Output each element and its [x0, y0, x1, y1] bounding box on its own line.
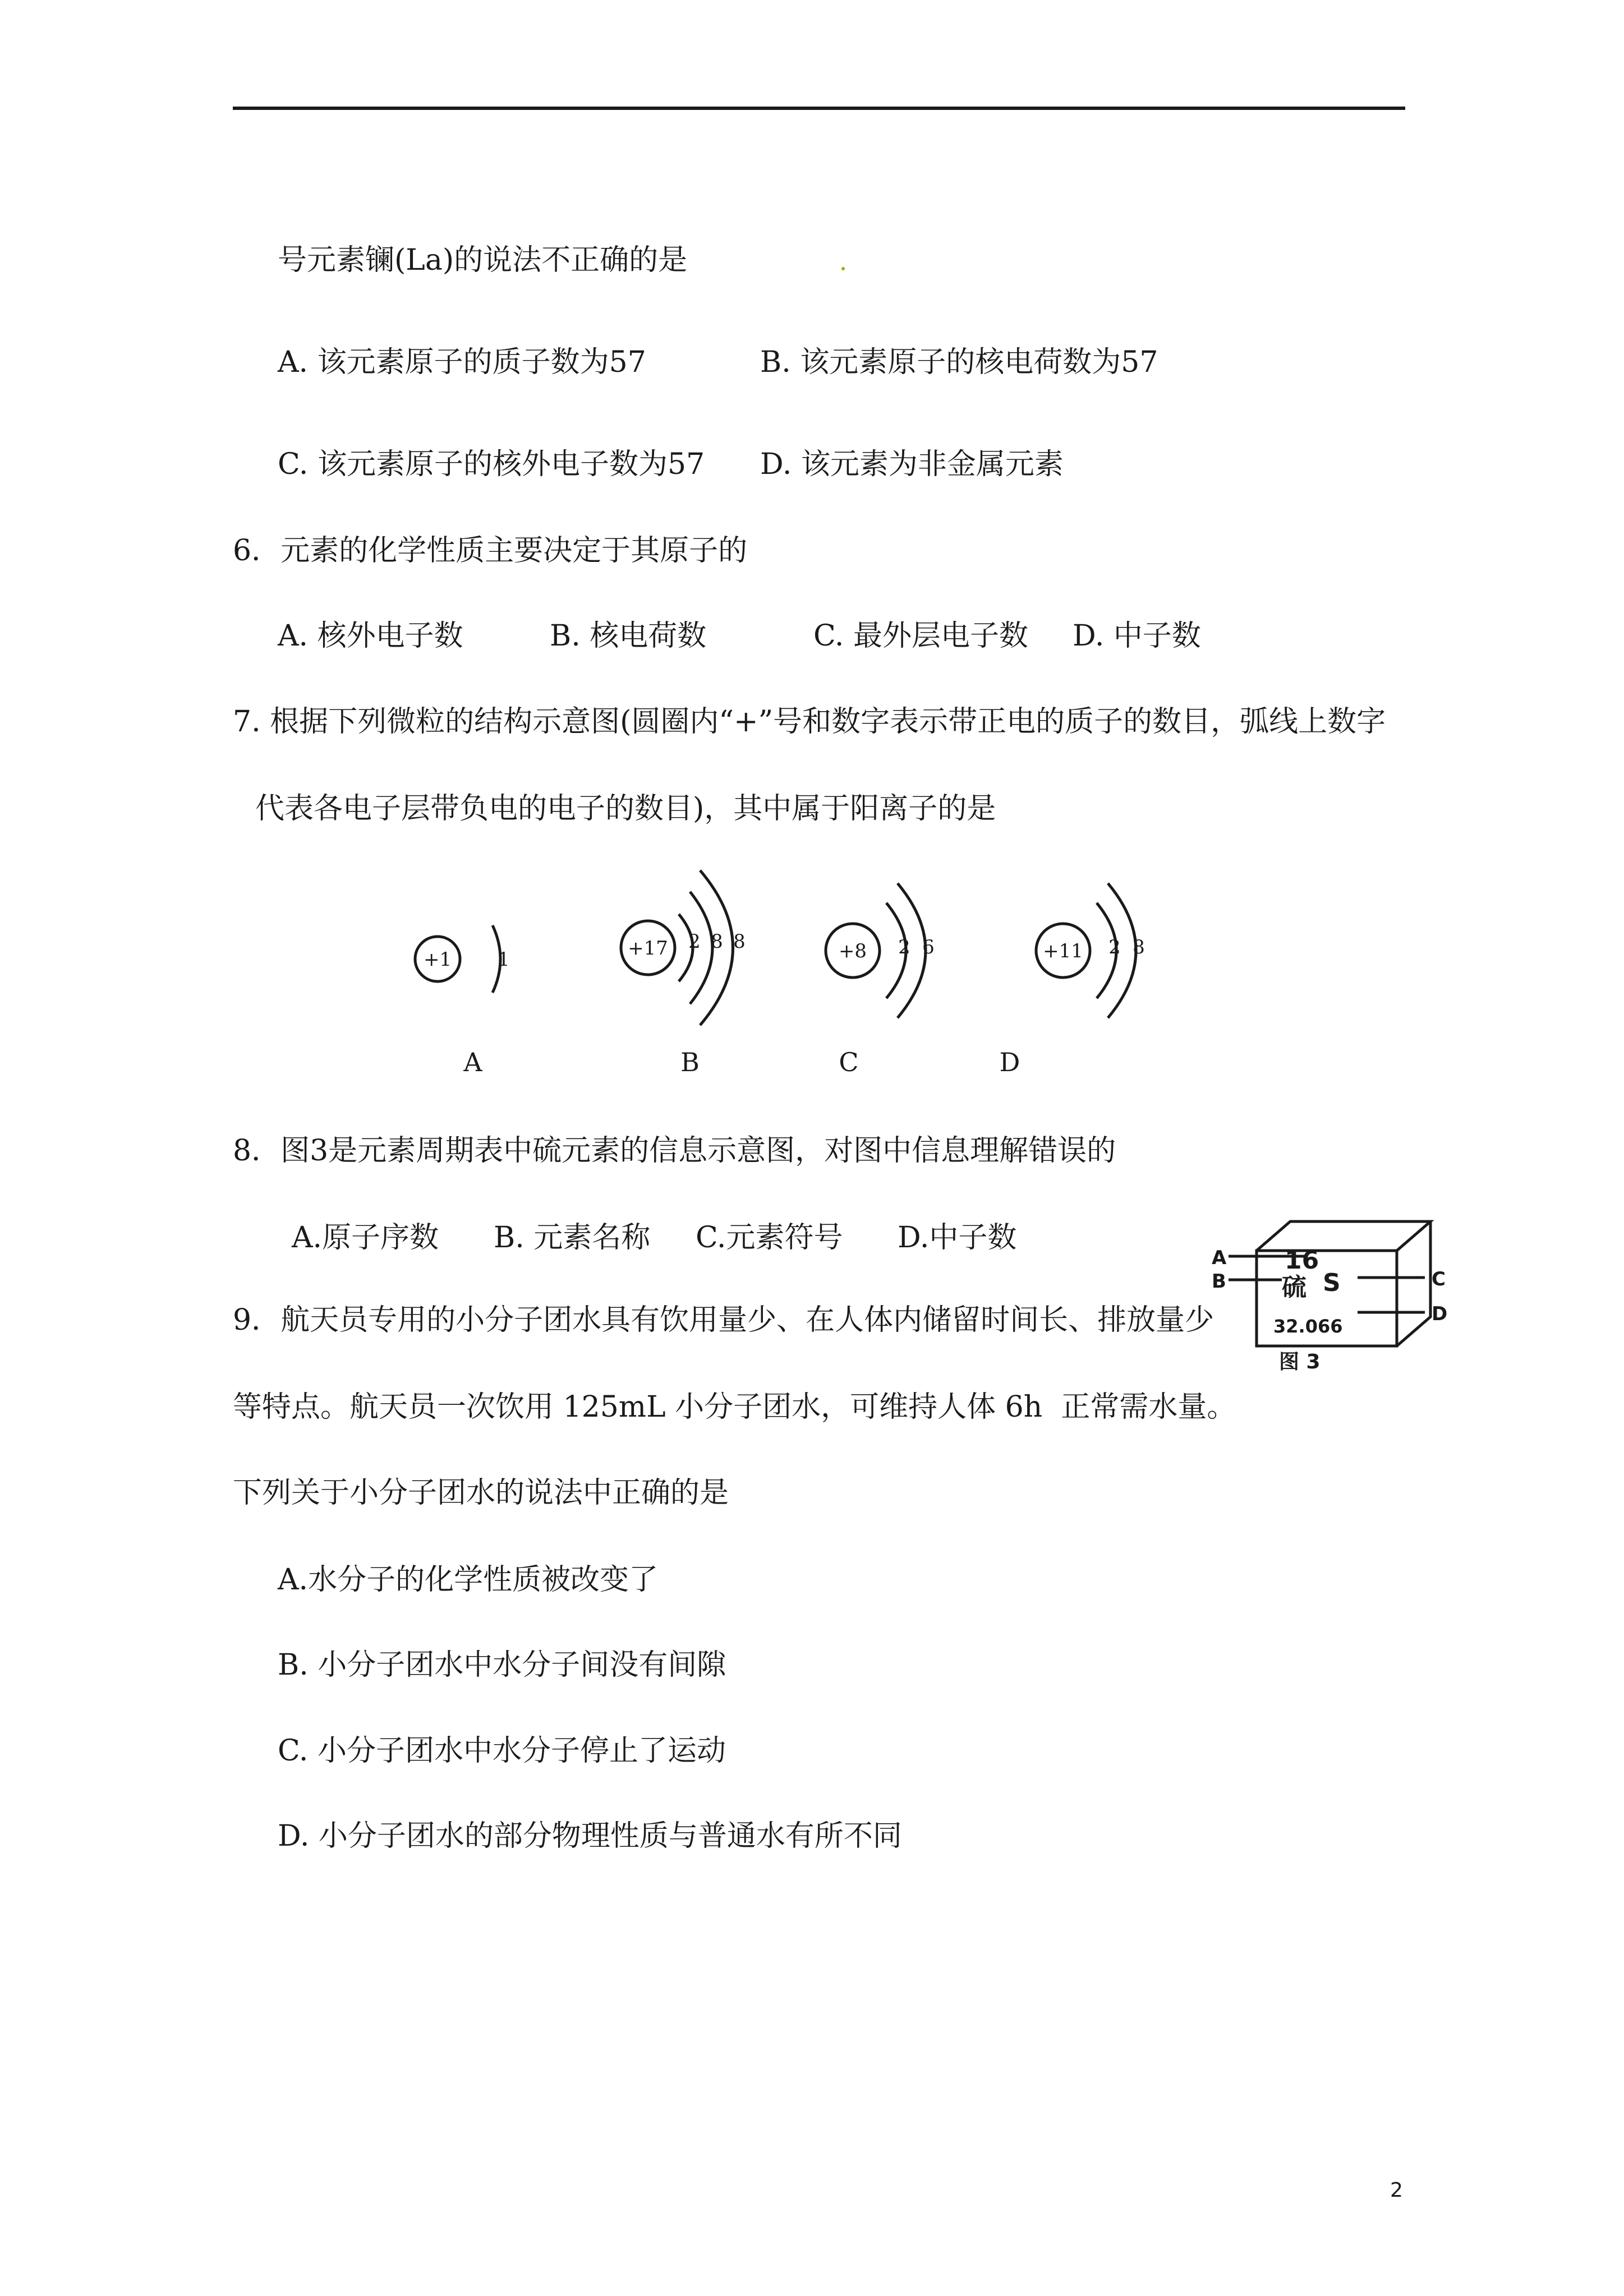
q5-option-c: C. 该元素原子的核外电子数为57 — [278, 448, 705, 481]
q8-option-a: A.原子序数 — [292, 1221, 439, 1255]
q9-stem-line3: 下列关于小分子团水的说法中正确的是 — [233, 1476, 729, 1510]
diagram-label-d: D — [999, 1047, 1020, 1077]
q6-option-a: A. 核外电子数 — [278, 619, 463, 653]
shell-count-b-3: 8 — [733, 930, 746, 953]
shell-count-c-2: 6 — [922, 936, 935, 958]
q6-stem: 6．元素的化学性质主要决定于其原子的 — [233, 534, 748, 568]
q9-stem-line2: 等特点。航天员一次饮用 125mL 小分子团水，可维持人体 6h 正常需水量。 — [233, 1390, 1236, 1424]
q9-option-a: A.水分子的化学性质被改变了 — [278, 1563, 659, 1597]
q5-stem-tail: 号元素镧(La)的说法不正确的是 — [278, 243, 688, 277]
diagram-label-a: A — [463, 1047, 482, 1077]
q6-option-d: D. 中子数 — [1073, 619, 1201, 653]
atomic-structure-diagrams — [393, 864, 1206, 1099]
q6-option-b: B. 核电荷数 — [550, 619, 707, 653]
diagram-label-c: C — [839, 1047, 859, 1077]
card-side-face — [1397, 1221, 1430, 1346]
shell-count-b-2: 8 — [711, 930, 723, 953]
shell-count-b-1: 2 — [688, 930, 701, 953]
nucleus-label-a: +1 — [423, 948, 452, 971]
pointer-label-b: B — [1212, 1270, 1226, 1293]
q8-option-d: D.中子数 — [898, 1221, 1017, 1255]
q9-stem-line1: 9．航天员专用的小分子团水具有饮用量少、在人体内储留时间长、排放量少 — [233, 1303, 1214, 1337]
card-top-face — [1257, 1221, 1430, 1251]
q5-option-d: D. 该元素为非金属元素 — [760, 448, 1064, 481]
nucleus-label-b: +17 — [628, 937, 668, 960]
card-atomic-number: 16 — [1285, 1246, 1319, 1275]
nucleus-label-c: +8 — [838, 940, 867, 962]
q5-option-a: A. 该元素原子的质子数为57 — [278, 345, 646, 379]
q8-option-c: C.元素符号 — [696, 1221, 843, 1255]
pointer-label-a: A — [1212, 1247, 1227, 1269]
header-rule — [233, 107, 1405, 110]
q9-option-c: C. 小分子团水中水分子停止了运动 — [278, 1734, 726, 1768]
figure-caption: 图 3 — [1279, 1350, 1321, 1373]
shell-count-c-1: 2 — [898, 936, 910, 958]
sulfur-element-card-figure — [1212, 1217, 1475, 1374]
q9-option-d: D. 小分子团水的部分物理性质与普通水有所不同 — [278, 1819, 902, 1853]
card-element-symbol: S — [1323, 1269, 1341, 1297]
shell-count-d-1: 2 — [1108, 936, 1121, 958]
nucleus-label-d: +11 — [1043, 940, 1083, 962]
shell-count-d-2: 8 — [1133, 936, 1145, 958]
stray-dot — [841, 267, 845, 270]
q8-option-b: B. 元素名称 — [494, 1221, 651, 1255]
card-atomic-mass: 32.066 — [1273, 1316, 1343, 1337]
q5-option-b: B. 该元素原子的核电荷数为57 — [760, 345, 1158, 379]
shell-count-a-1: 1 — [498, 948, 510, 971]
q7-stem-line1: 7. 根据下列微粒的结构示意图(圆圈内“+”号和数字表示带正电的质子的数目，弧线上数字 — [233, 705, 1386, 739]
q9-option-b: B. 小分子团水中水分子间没有间隙 — [278, 1648, 726, 1682]
card-element-name: 硫 — [1282, 1273, 1306, 1302]
q6-option-c: C. 最外层电子数 — [813, 619, 1028, 653]
page-number: 2 — [1390, 2179, 1403, 2202]
q8-stem: 8．图3是元素周期表中硫元素的信息示意图，对图中信息理解错误的 — [233, 1134, 1116, 1168]
pointer-label-d: D — [1432, 1303, 1448, 1325]
pointer-label-c: C — [1432, 1268, 1446, 1290]
diagram-label-b: B — [680, 1047, 700, 1077]
q7-stem-line2: 代表各电子层带负电的电子的数目)，其中属于阳离子的是 — [255, 792, 996, 826]
